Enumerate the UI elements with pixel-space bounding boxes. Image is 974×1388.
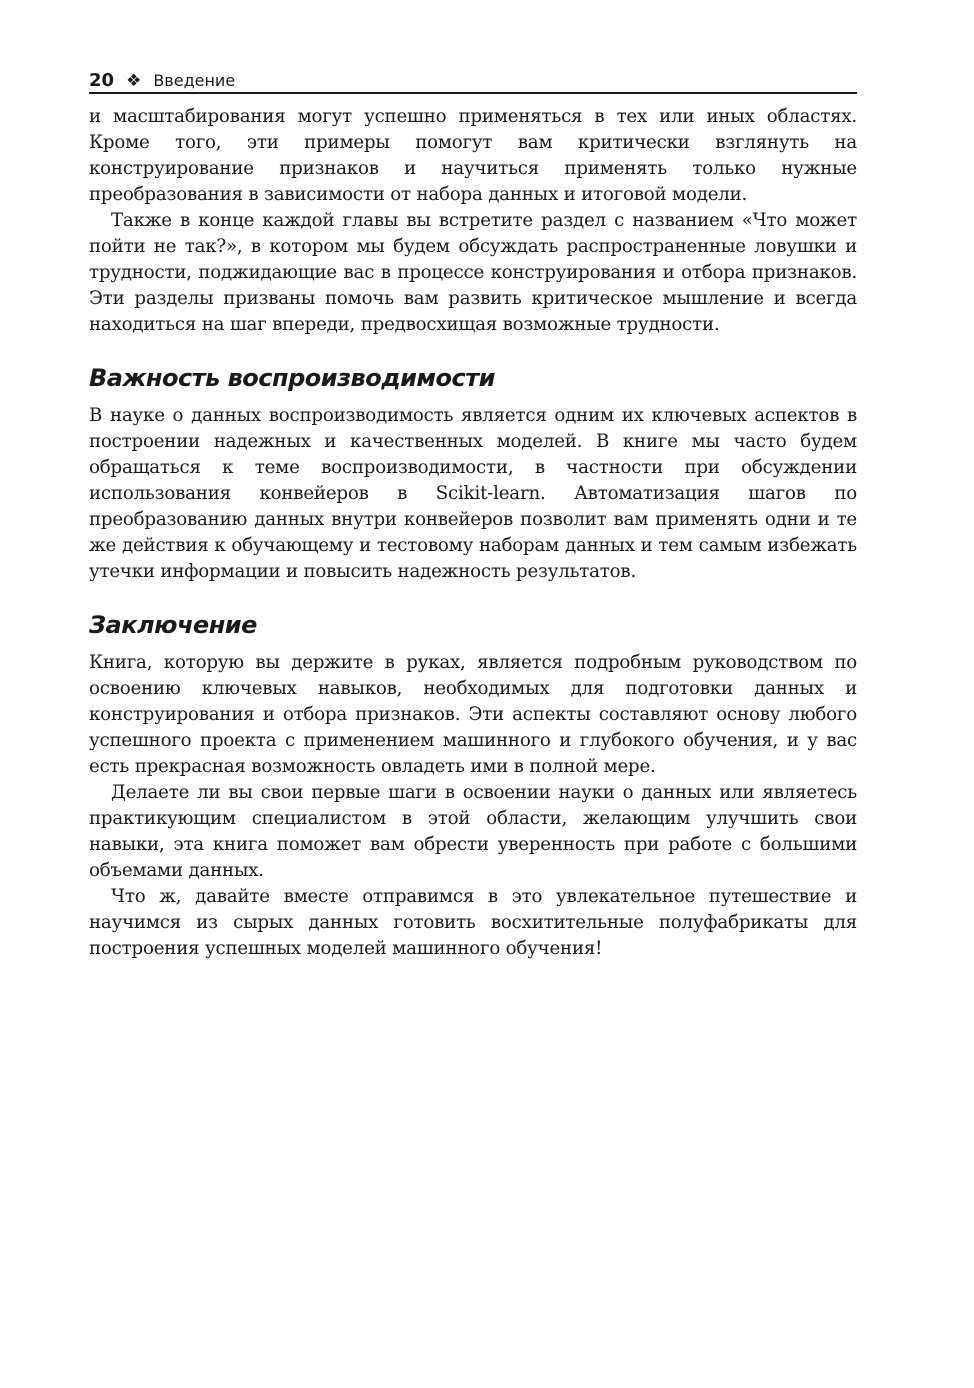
ornament-icon: ❖	[126, 71, 142, 91]
intro-paragraph-2: Также в конце каждой главы вы встретите раздел с названием «Что может пойти не так?», в котором мы будем обсуждать распространенные ловушки и трудности, поджидающие вас в процессе конструирования и отбора признаков. Эти разделы призваны помочь вам развить критическое мышление и всегда находиться на шаг впереди, предвосхищая возможные трудности.	[89, 210, 857, 335]
book-page	[89, 66, 857, 962]
page-number: 20	[89, 70, 115, 91]
running-head	[89, 66, 857, 94]
reproducibility-paragraph-1: В науке о данных воспроизводимость является одним их ключевых аспектов в построении надежных и качественных моделей. В книге мы часто будем обращаться к теме воспроизводимости, в частности при обсуждении использования конвейеров в Scikit-learn. Автоматизация шагов по преобразованию данных внутри конвейеров позволит вам применять одни и те же действия к обучающему и тестовому наборам данных и тем самым избежать утечки информации и повысить надежность результатов.	[89, 405, 857, 582]
reproducibility-heading: Важность воспроизводимости	[89, 364, 495, 392]
conclusion-heading: Заключение	[89, 611, 257, 639]
running-title: Введение	[153, 71, 236, 90]
conclusion-paragraph-3: Что ж, давайте вместе отправимся в это увлекательное путешествие и научимся из сырых данных готовить восхитительные полуфабрикаты для построения успешных моделей машинного обучения!	[89, 886, 857, 959]
conclusion-paragraph-1: Книга, которую вы держите в руках, является подробным руководством по освоению ключевых навыков, необходимых для подготовки данных и конструирования и отбора признаков. Эти аспекты составляют основу любого успешного проекта с применением машинного и глубокого обучения, и у вас есть прекрасная возможность овладеть ими в полной мере.	[89, 652, 857, 777]
conclusion-paragraph-2: Делаете ли вы свои первые шаги в освоении науки о данных или являетесь практикующим специалистом в этой области, желающим улучшить свои навыки, эта книга поможет вам обрести уверенность при работе с большими объемами данных.	[89, 782, 857, 881]
intro-paragraph-1: и масштабирования могут успешно применяться в тех или иных областях. Кроме того, эти примеры помогут вам критически взглянуть на конструирование признаков и научиться применять только нужные преобразования в зависимости от набора данных и итоговой модели.	[89, 106, 857, 205]
